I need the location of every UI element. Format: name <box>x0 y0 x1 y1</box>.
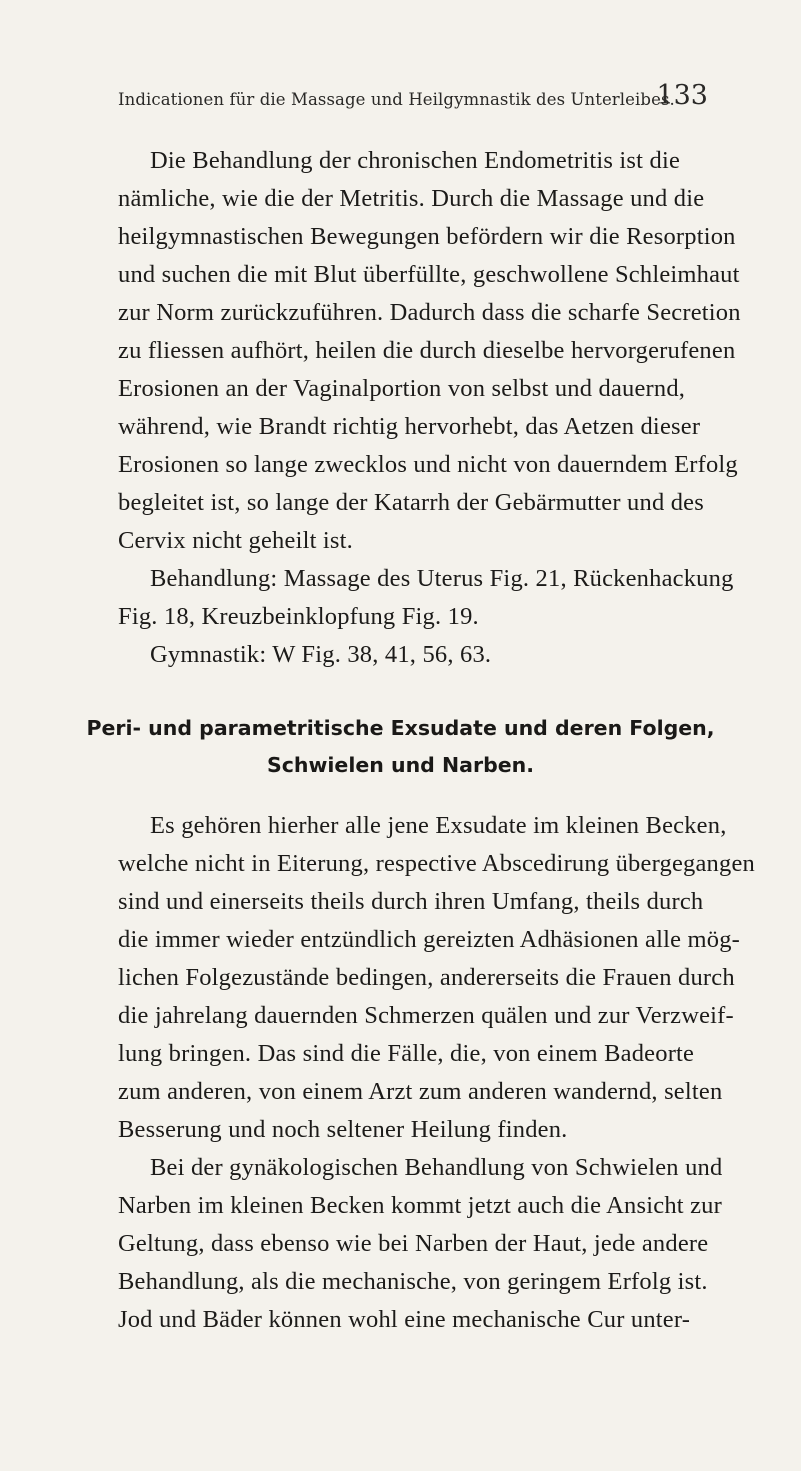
text-line: Geltung, dass ebenso wie bei Narben der Haut, jede andere <box>118 1230 709 1257</box>
text-line: zur Norm zurückzuführen. Dadurch dass die scharfe Secretion <box>118 299 741 326</box>
text-line: Es gehören hierher alle jene Exsudate im kleinen Becken, <box>150 812 727 839</box>
text-line: Jod und Bäder können wohl eine mechanische Cur unter- <box>118 1306 691 1333</box>
text-line: Die Behandlung der chronischen Endometritis ist die <box>150 147 681 174</box>
text-line: Erosionen so lange zwecklos und nicht von dauerndem Erfolg <box>118 451 738 478</box>
text-line: Narben im kleinen Becken kommt jetzt auch die Ansicht zur <box>118 1192 722 1219</box>
text-line: welche nicht in Eiterung, respective Abscedirung übergegangen <box>118 850 755 877</box>
text-line: die immer wieder entzündlich gereizten Adhäsionen alle mög- <box>118 926 741 953</box>
text-line: zum anderen, von einem Arzt zum anderen wandernd, selten <box>118 1078 723 1105</box>
text-line: und suchen die mit Blut überfüllte, geschwollene Schleimhaut <box>118 261 740 288</box>
running-title: Indicationen für die Massage und Heilgymnastik des Unterleibes. <box>118 90 675 109</box>
text-line: Behandlung: Massage des Uterus Fig. 21, Rückenhackung <box>150 565 734 592</box>
running-head <box>118 80 708 120</box>
text-line: Cervix nicht geheilt ist. <box>118 527 353 554</box>
text-line: lichen Folgezustände bedingen, andererseits die Frauen durch <box>118 964 735 991</box>
text-line: lung bringen. Das sind die Fälle, die, von einem Badeorte <box>118 1040 695 1067</box>
text-line: heilgymnastischen Bewegungen befördern wir die Resorption <box>118 223 736 250</box>
text-line: die jahrelang dauernden Schmerzen quälen und zur Verzweif- <box>118 1002 734 1029</box>
section-heading-line-2: Schwielen und Narben. <box>266 753 535 777</box>
text-line: Bei der gynäkologischen Behandlung von Schwielen und <box>150 1154 723 1181</box>
text-line: Besserung und noch seltener Heilung finden. <box>118 1116 568 1143</box>
text-line: Fig. 18, Kreuzbeinklopfung Fig. 19. <box>118 603 479 630</box>
text-line: sind und einerseits theils durch ihren Umfang, theils durch <box>118 888 704 915</box>
text-line: zu fliessen aufhört, heilen die durch dieselbe hervorgerufenen <box>118 337 736 364</box>
page-number: 133 <box>656 80 708 111</box>
section-heading-line-1: Peri- und parametritische Exsudate und deren Folgen, <box>86 716 715 740</box>
text-line: Behandlung, als die mechanische, von geringem Erfolg ist. <box>118 1268 708 1295</box>
text-line: Gymnastik: W Fig. 38, 41, 56, 63. <box>150 641 492 668</box>
text-line: Erosionen an der Vaginalportion von selbst und dauernd, <box>118 375 686 402</box>
text-line: während, wie Brandt richtig hervorhebt, das Aetzen dieser <box>118 413 701 440</box>
text-line: begleitet ist, so lange der Katarrh der Gebärmutter und des <box>118 489 704 516</box>
text-line: nämliche, wie die der Metritis. Durch die Massage und die <box>118 185 705 212</box>
